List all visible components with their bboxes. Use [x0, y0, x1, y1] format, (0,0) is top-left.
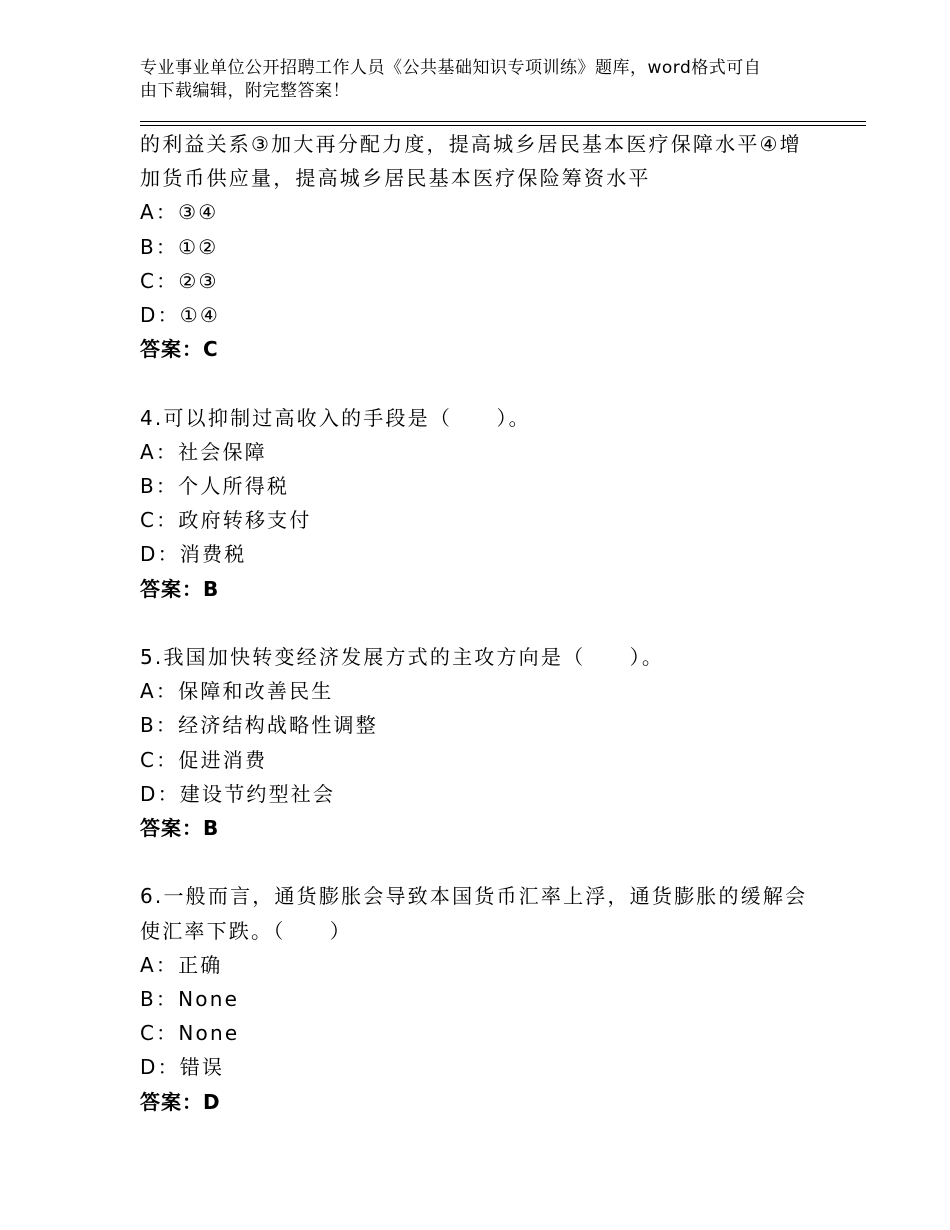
- answer-label: 答案：D: [140, 1089, 221, 1114]
- option-c: C：政府转移支付: [140, 508, 312, 533]
- page-header: [140, 57, 810, 103]
- option-b: B：None: [140, 987, 240, 1012]
- option-a: A：正确: [140, 952, 223, 977]
- question-list: [140, 127, 860, 1119]
- option-d: D：①④: [140, 303, 221, 328]
- question-stem-line: 6.一般而言，通货膨胀会导致本国货币汇率上浮，通货膨胀的缓解会: [140, 884, 808, 909]
- header-rule-bottom: [140, 125, 866, 126]
- question-stem: 5.我国加快转变经济发展方式的主攻方向是（ ）。: [140, 645, 665, 670]
- option-c: C：促进消费: [140, 747, 268, 772]
- spacer: [140, 366, 860, 400]
- option-b: B：经济结构战略性调整: [140, 713, 378, 738]
- question-stem-line: 使汇率下跌。（ ）: [140, 918, 352, 943]
- option-d: D：错误: [140, 1055, 225, 1080]
- header-rule-top: [140, 121, 866, 122]
- question-3: [140, 127, 860, 366]
- answer-label: 答案：B: [140, 576, 220, 601]
- option-b: B：个人所得税: [140, 474, 290, 499]
- spacer: [140, 845, 860, 879]
- option-b: B：①②: [140, 234, 219, 259]
- question-5: [140, 640, 860, 845]
- question-6: [140, 879, 860, 1118]
- header-text-line-2: 由下载编辑，附完整答案！: [140, 81, 350, 101]
- question-stem-line: 的利益关系③加大再分配力度，提高城乡居民基本医疗保障水平④增: [140, 132, 802, 156]
- option-d: D：消费税: [140, 542, 247, 567]
- option-a: A：社会保障: [140, 439, 267, 464]
- option-d: D：建设节约型社会: [140, 781, 336, 806]
- question-4: [140, 401, 860, 606]
- header-text-line-1: 专业事业单位公开招聘工作人员《公共基础知识专项训练》题库，word格式可自: [140, 58, 762, 78]
- spacer: [140, 606, 860, 640]
- answer-label: 答案：B: [140, 816, 220, 841]
- question-stem-line: 加货币供应量，提高城乡居民基本医疗保险筹资水平: [140, 166, 651, 191]
- question-stem: 4.可以抑制过高收入的手段是（ ）。: [140, 405, 531, 430]
- option-c: C：None: [140, 1021, 240, 1046]
- option-a: A：保障和改善民生: [140, 679, 334, 704]
- option-c: C：②③: [140, 268, 219, 293]
- answer-label: 答案：C: [140, 337, 219, 362]
- option-a: A：③④: [140, 200, 219, 225]
